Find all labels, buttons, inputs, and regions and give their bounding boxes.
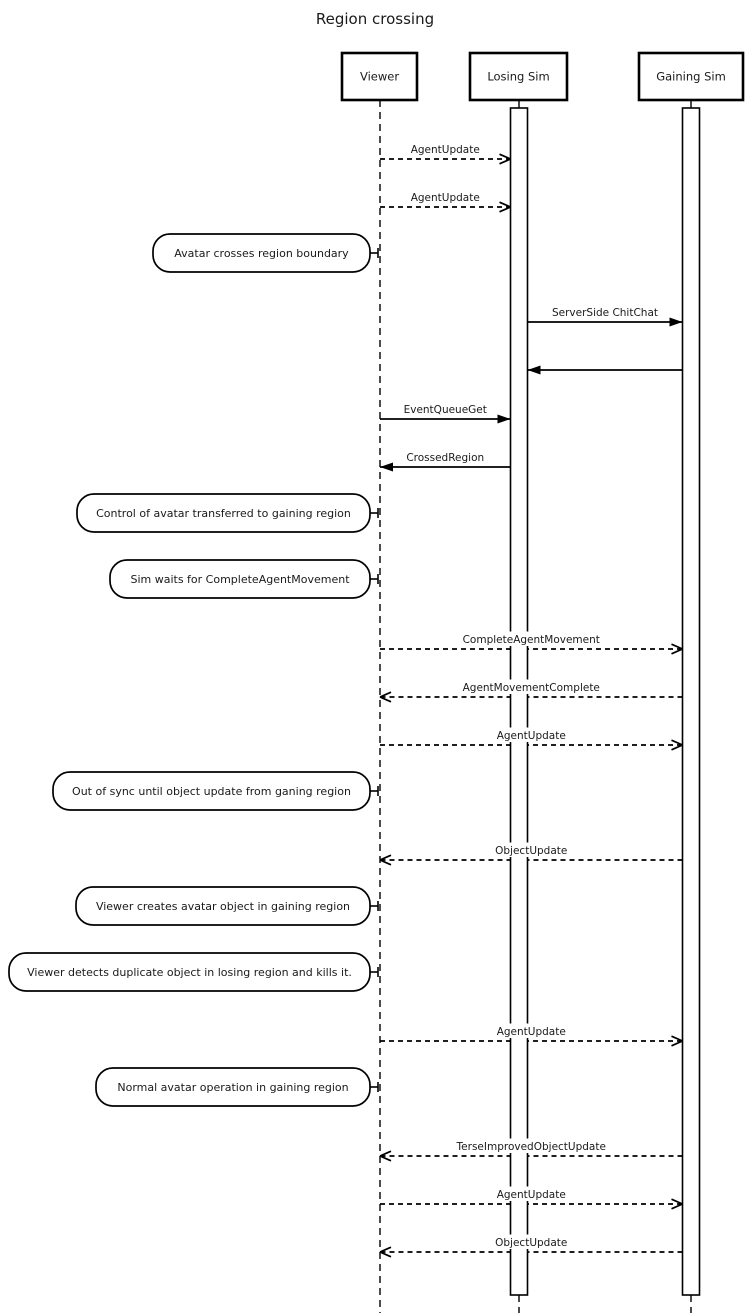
activation-bar-gaining-sim	[683, 108, 700, 1295]
arrowhead-filled	[498, 415, 511, 424]
message-label: ObjectUpdate	[495, 845, 568, 857]
note-text: Sim waits for CompleteAgentMovement	[130, 573, 350, 586]
message-label: ServerSide ChitChat	[551, 307, 659, 319]
message-label: TerseImprovedObjectUpdate	[456, 1141, 606, 1153]
note-1	[77, 494, 378, 532]
note-text: Viewer creates avatar object in gaining region	[95, 900, 351, 913]
note-text: Viewer detects duplicate object in losing region and kills it.	[27, 966, 352, 979]
layer-activations	[511, 108, 700, 1295]
note-text: Avatar crosses region boundary	[174, 247, 349, 260]
note-text: Normal avatar operation in gaining region	[117, 1081, 349, 1094]
participant-name: Gaining Sim	[656, 69, 726, 84]
layer-lifelines	[380, 100, 691, 1313]
message-label: EventQueueGet	[403, 404, 487, 416]
participant-losing-sim	[470, 53, 567, 100]
note-3	[53, 772, 378, 810]
participant-viewer	[342, 53, 417, 100]
note-6	[96, 1068, 378, 1106]
activation-bar-losing-sim	[511, 108, 528, 1295]
message-label: ObjectUpdate	[495, 1237, 568, 1249]
message-label: AgentUpdate	[496, 1026, 566, 1038]
note-text: Control of avatar transferred to gaining region	[96, 507, 351, 520]
note-4	[76, 887, 378, 925]
note-2	[110, 560, 378, 598]
participant-name: Viewer	[359, 69, 400, 84]
message-label: CrossedRegion	[406, 452, 485, 464]
participant-name: Losing Sim	[487, 69, 550, 84]
layer-notes	[9, 234, 378, 1106]
message-label: AgentUpdate	[496, 730, 566, 742]
message-label: AgentUpdate	[496, 1189, 566, 1201]
message-label: AgentMovementComplete	[462, 682, 600, 694]
layer-messages	[380, 154, 683, 1257]
message-label: CompleteAgentMovement	[462, 634, 600, 646]
message-label: AgentUpdate	[410, 192, 480, 204]
note-0	[153, 234, 378, 272]
message-label: AgentUpdate	[410, 144, 480, 156]
arrowhead-filled	[528, 366, 541, 375]
message-3-return	[528, 366, 683, 375]
participant-gaining-sim	[639, 53, 743, 100]
diagram-title: Region crossing	[315, 10, 435, 28]
arrowhead-filled	[670, 318, 683, 327]
arrowhead-filled	[380, 463, 393, 472]
layer-participants	[342, 53, 743, 100]
note-text: Out of sync until object update from ganing region	[72, 785, 351, 798]
layer-label-texts	[404, 144, 658, 1249]
note-5	[9, 953, 378, 991]
